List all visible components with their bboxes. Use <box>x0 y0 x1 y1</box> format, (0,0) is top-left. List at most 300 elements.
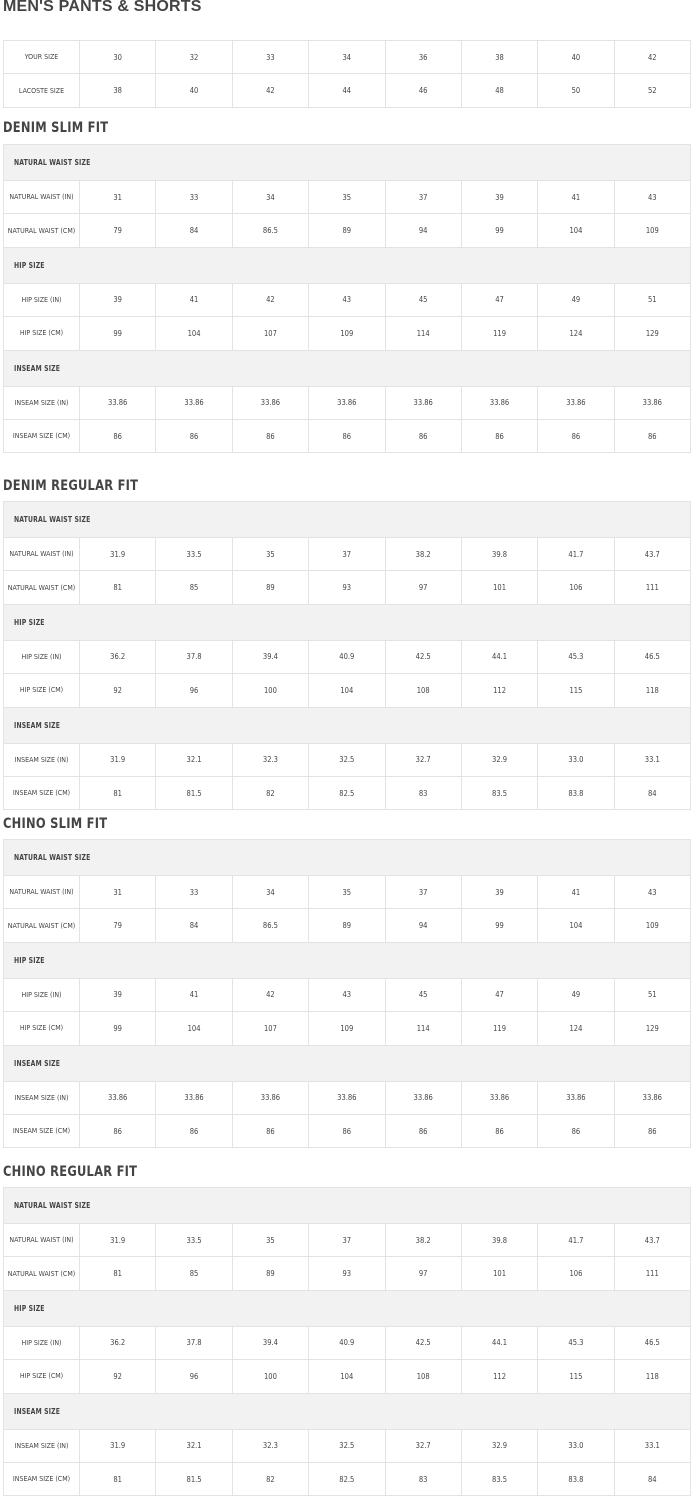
cell: 42 <box>614 41 690 74</box>
cell: 101 <box>461 1257 537 1290</box>
cell: 86 <box>80 419 156 452</box>
cell: 84 <box>614 776 690 809</box>
cell: 115 <box>538 1360 614 1393</box>
cell: 43 <box>309 978 385 1011</box>
cell: 37 <box>385 181 461 214</box>
cell: 42.5 <box>385 1326 461 1359</box>
cell: 86 <box>232 419 308 452</box>
cell: 33.86 <box>156 1081 232 1114</box>
cell: 43 <box>614 876 690 909</box>
cell: 37 <box>309 1224 385 1257</box>
group-header <box>4 1290 691 1326</box>
cell: 114 <box>385 317 461 350</box>
group-header-row <box>4 502 691 538</box>
table-row <box>4 181 691 214</box>
cell: 115 <box>538 674 614 707</box>
table-row <box>4 571 691 604</box>
cell: 33.86 <box>232 1081 308 1114</box>
cell: 86.5 <box>232 909 308 942</box>
cell: 32.9 <box>461 1429 537 1462</box>
cell: 36.2 <box>80 1326 156 1359</box>
cell: 99 <box>80 317 156 350</box>
cell: 31.9 <box>80 1429 156 1462</box>
group-header <box>4 247 691 283</box>
cell: 97 <box>385 571 461 604</box>
cell: 36.2 <box>80 640 156 673</box>
cell: 32.7 <box>385 743 461 776</box>
cell: 107 <box>232 1012 308 1045</box>
table-row <box>4 674 691 707</box>
cell: 45.3 <box>538 640 614 673</box>
cell: 83 <box>385 1462 461 1495</box>
cell: 83.8 <box>538 1462 614 1495</box>
group-title: NATURAL WAIST SIZE <box>14 1201 91 1210</box>
cell: 47 <box>461 978 537 1011</box>
cell: 51 <box>614 283 690 316</box>
cell: 38 <box>80 74 156 107</box>
group-header <box>4 707 691 743</box>
size-table <box>3 501 691 810</box>
cell: 109 <box>309 317 385 350</box>
row-label: INSEAM SIZE (CM) <box>4 1462 80 1495</box>
cell: 129 <box>614 1012 690 1045</box>
cell: 82.5 <box>309 776 385 809</box>
row-label: INSEAM SIZE (CM) <box>4 419 80 452</box>
cell: 124 <box>538 1012 614 1045</box>
row-label: INSEAM SIZE (CM) <box>4 776 80 809</box>
group-header <box>4 145 691 181</box>
cell: 49 <box>538 283 614 316</box>
cell: 31.9 <box>80 538 156 571</box>
group-header <box>4 942 691 978</box>
row-label: INSEAM SIZE (IN) <box>4 743 80 776</box>
cell: 30 <box>80 41 156 74</box>
cell: 46.5 <box>614 640 690 673</box>
cell: 104 <box>156 317 232 350</box>
cell: 35 <box>309 181 385 214</box>
cell: 83.5 <box>461 776 537 809</box>
cell: 48 <box>461 74 537 107</box>
cell: 100 <box>232 674 308 707</box>
table-row <box>4 317 691 350</box>
cell: 52 <box>614 74 690 107</box>
group-header <box>4 1188 691 1224</box>
cell: 119 <box>461 1012 537 1045</box>
cell: 39.8 <box>461 1224 537 1257</box>
table-row <box>4 283 691 316</box>
section-title: CHINO REGULAR FIT <box>3 1164 138 1180</box>
cell: 36 <box>385 41 461 74</box>
group-header <box>4 502 691 538</box>
cell: 33.0 <box>538 743 614 776</box>
row-label: NATURAL WAIST (CM) <box>4 1257 80 1290</box>
cell: 86 <box>80 1114 156 1147</box>
cell: 43 <box>614 181 690 214</box>
cell: 35 <box>232 538 308 571</box>
cell: 33.86 <box>461 1081 537 1114</box>
size-table <box>3 1187 691 1496</box>
cell: 93 <box>309 1257 385 1290</box>
group-title: HIP SIZE <box>14 260 45 270</box>
cell: 33.86 <box>80 386 156 419</box>
cell: 42.5 <box>385 640 461 673</box>
table-row <box>4 1224 691 1257</box>
cell: 35 <box>309 876 385 909</box>
cell: 41 <box>538 181 614 214</box>
row-label: NATURAL WAIST (IN) <box>4 876 80 909</box>
size-table <box>3 144 691 453</box>
table-row <box>4 214 691 247</box>
row-label: HIP SIZE (CM) <box>4 674 80 707</box>
row-label: INSEAM SIZE (IN) <box>4 1081 80 1114</box>
group-header <box>4 604 691 640</box>
cell: 46.5 <box>614 1326 690 1359</box>
cell: 33.86 <box>538 1081 614 1114</box>
cell: 31.9 <box>80 1224 156 1257</box>
cell: 33.86 <box>538 386 614 419</box>
cell: 106 <box>538 571 614 604</box>
cell: 45 <box>385 283 461 316</box>
cell: 86 <box>309 1114 385 1147</box>
table-row <box>4 1360 691 1393</box>
section-title: DENIM SLIM FIT <box>3 120 109 136</box>
cell: 84 <box>156 909 232 942</box>
row-label: NATURAL WAIST (CM) <box>4 909 80 942</box>
cell: 46 <box>385 74 461 107</box>
cell: 44.1 <box>461 1326 537 1359</box>
table-row <box>4 1326 691 1359</box>
cell: 81 <box>80 1257 156 1290</box>
cell: 81.5 <box>156 776 232 809</box>
row-label: HIP SIZE (CM) <box>4 1012 80 1045</box>
cell: 108 <box>385 674 461 707</box>
cell: 32.9 <box>461 743 537 776</box>
cell: 84 <box>156 214 232 247</box>
cell: 41.7 <box>538 1224 614 1257</box>
cell: 83.8 <box>538 776 614 809</box>
cell: 104 <box>538 909 614 942</box>
cell: 33 <box>156 181 232 214</box>
row-label: NATURAL WAIST (CM) <box>4 214 80 247</box>
group-header <box>4 1393 691 1429</box>
group-title: NATURAL WAIST SIZE <box>14 853 91 862</box>
cell: 39 <box>80 978 156 1011</box>
table-row <box>4 538 691 571</box>
cell: 109 <box>309 1012 385 1045</box>
cell: 34 <box>309 41 385 74</box>
cell: 129 <box>614 317 690 350</box>
cell: 33.86 <box>385 386 461 419</box>
cell: 86 <box>309 419 385 452</box>
cell: 97 <box>385 1257 461 1290</box>
cell: 33.5 <box>156 538 232 571</box>
cell: 99 <box>461 909 537 942</box>
group-header <box>4 350 691 386</box>
group-header-row <box>4 1393 691 1429</box>
cell: 39.4 <box>232 640 308 673</box>
cell: 33.86 <box>80 1081 156 1114</box>
cell: 94 <box>385 909 461 942</box>
cell: 32.1 <box>156 743 232 776</box>
cell: 45.3 <box>538 1326 614 1359</box>
cell: 31.9 <box>80 743 156 776</box>
cell: 31 <box>80 181 156 214</box>
table-row <box>4 909 691 942</box>
row-label: NATURAL WAIST (IN) <box>4 538 80 571</box>
row-label: NATURAL WAIST (CM) <box>4 571 80 604</box>
cell: 86 <box>614 1114 690 1147</box>
cell: 33.0 <box>538 1429 614 1462</box>
cell: 86 <box>538 1114 614 1147</box>
cell: 109 <box>614 909 690 942</box>
cell: 84 <box>614 1462 690 1495</box>
cell: 86 <box>232 1114 308 1147</box>
table-row <box>4 1114 691 1147</box>
group-header-row <box>4 707 691 743</box>
cell: 104 <box>309 1360 385 1393</box>
cell: 37.8 <box>156 640 232 673</box>
cell: 37 <box>309 538 385 571</box>
cell: 86 <box>385 419 461 452</box>
cell: 43.7 <box>614 1224 690 1257</box>
cell: 112 <box>461 1360 537 1393</box>
cell: 33 <box>232 41 308 74</box>
group-title: INSEAM SIZE <box>14 1058 61 1068</box>
cell: 94 <box>385 214 461 247</box>
cell: 38 <box>461 41 537 74</box>
row-label: INSEAM SIZE (IN) <box>4 1429 80 1462</box>
cell: 42 <box>232 978 308 1011</box>
cell: 33.86 <box>614 386 690 419</box>
group-header <box>4 840 691 876</box>
cell: 92 <box>80 674 156 707</box>
cell: 32.5 <box>309 1429 385 1462</box>
section-title: CHINO SLIM FIT <box>3 816 108 832</box>
group-title: INSEAM SIZE <box>14 720 61 730</box>
conversion-table <box>3 40 691 108</box>
row-label: HIP SIZE (IN) <box>4 283 80 316</box>
cell: 118 <box>614 674 690 707</box>
cell: 33.86 <box>309 1081 385 1114</box>
cell: 86 <box>156 419 232 452</box>
cell: 86 <box>461 419 537 452</box>
group-header-row <box>4 1290 691 1326</box>
cell: 40 <box>538 41 614 74</box>
cell: 81 <box>80 571 156 604</box>
cell: 44.1 <box>461 640 537 673</box>
cell: 86.5 <box>232 214 308 247</box>
group-header-row <box>4 1045 691 1081</box>
row-label: NATURAL WAIST (IN) <box>4 1224 80 1257</box>
group-title: HIP SIZE <box>14 1303 45 1313</box>
cell: 79 <box>80 909 156 942</box>
group-title: INSEAM SIZE <box>14 1406 61 1416</box>
group-header-row <box>4 604 691 640</box>
cell: 39.8 <box>461 538 537 571</box>
cell: 82 <box>232 776 308 809</box>
cell: 86 <box>538 419 614 452</box>
cell: 108 <box>385 1360 461 1393</box>
cell: 109 <box>614 214 690 247</box>
cell: 40.9 <box>309 640 385 673</box>
cell: 33.86 <box>232 386 308 419</box>
group-header-row <box>4 1188 691 1224</box>
group-header-row <box>4 942 691 978</box>
cell: 107 <box>232 317 308 350</box>
cell: 79 <box>80 214 156 247</box>
cell: 39 <box>461 181 537 214</box>
cell: 43 <box>309 283 385 316</box>
cell: 39 <box>80 283 156 316</box>
cell: 99 <box>461 214 537 247</box>
cell: 40 <box>156 74 232 107</box>
cell: 42 <box>232 74 308 107</box>
table-row <box>4 74 691 107</box>
cell: 86 <box>156 1114 232 1147</box>
group-title: HIP SIZE <box>14 955 45 965</box>
cell: 45 <box>385 978 461 1011</box>
cell: 86 <box>614 419 690 452</box>
cell: 81 <box>80 776 156 809</box>
row-label: HIP SIZE (IN) <box>4 978 80 1011</box>
cell: 47 <box>461 283 537 316</box>
cell: 89 <box>309 214 385 247</box>
cell: 33.86 <box>156 386 232 419</box>
cell: 33.86 <box>614 1081 690 1114</box>
cell: 118 <box>614 1360 690 1393</box>
cell: 83 <box>385 776 461 809</box>
cell: 89 <box>232 1257 308 1290</box>
row-label: HIP SIZE (IN) <box>4 1326 80 1359</box>
cell: 38.2 <box>385 1224 461 1257</box>
cell: 42 <box>232 283 308 316</box>
table-row <box>4 743 691 776</box>
cell: 34 <box>232 181 308 214</box>
cell: 93 <box>309 571 385 604</box>
row-label: HIP SIZE (CM) <box>4 317 80 350</box>
cell: 86 <box>385 1114 461 1147</box>
cell: 81.5 <box>156 1462 232 1495</box>
cell: 111 <box>614 1257 690 1290</box>
table-row <box>4 640 691 673</box>
cell: 37.8 <box>156 1326 232 1359</box>
cell: 51 <box>614 978 690 1011</box>
cell: 85 <box>156 1257 232 1290</box>
table-row <box>4 876 691 909</box>
cell: 106 <box>538 1257 614 1290</box>
table-row <box>4 978 691 1011</box>
group-title: HIP SIZE <box>14 617 45 627</box>
cell: 33.86 <box>309 386 385 419</box>
row-label: LACOSTE SIZE <box>4 74 80 107</box>
group-header-row <box>4 145 691 181</box>
group-title: INSEAM SIZE <box>14 363 61 373</box>
row-label: INSEAM SIZE (CM) <box>4 1114 80 1147</box>
cell: 33.86 <box>461 386 537 419</box>
cell: 112 <box>461 674 537 707</box>
cell: 43.7 <box>614 538 690 571</box>
table-row <box>4 419 691 452</box>
table-row <box>4 41 691 74</box>
cell: 89 <box>232 571 308 604</box>
cell: 32.3 <box>232 743 308 776</box>
cell: 104 <box>538 214 614 247</box>
cell: 89 <box>309 909 385 942</box>
cell: 85 <box>156 571 232 604</box>
row-label: YOUR SIZE <box>4 41 80 74</box>
cell: 33.5 <box>156 1224 232 1257</box>
cell: 39.4 <box>232 1326 308 1359</box>
cell: 41.7 <box>538 538 614 571</box>
cell: 33 <box>156 876 232 909</box>
cell: 32.1 <box>156 1429 232 1462</box>
cell: 34 <box>232 876 308 909</box>
cell: 40.9 <box>309 1326 385 1359</box>
table-row <box>4 1081 691 1114</box>
table-row <box>4 1012 691 1045</box>
cell: 33.1 <box>614 743 690 776</box>
cell: 38.2 <box>385 538 461 571</box>
table-row <box>4 1429 691 1462</box>
group-title: NATURAL WAIST SIZE <box>14 158 91 167</box>
group-header <box>4 1045 691 1081</box>
group-header-row <box>4 840 691 876</box>
cell: 37 <box>385 876 461 909</box>
size-table <box>3 839 691 1148</box>
row-label: INSEAM SIZE (IN) <box>4 386 80 419</box>
table-row <box>4 386 691 419</box>
cell: 32.3 <box>232 1429 308 1462</box>
cell: 44 <box>309 74 385 107</box>
group-title: NATURAL WAIST SIZE <box>14 515 91 524</box>
cell: 96 <box>156 674 232 707</box>
cell: 101 <box>461 571 537 604</box>
cell: 82 <box>232 1462 308 1495</box>
cell: 31 <box>80 876 156 909</box>
cell: 83.5 <box>461 1462 537 1495</box>
cell: 41 <box>156 283 232 316</box>
cell: 124 <box>538 317 614 350</box>
table-row <box>4 776 691 809</box>
section-title: DENIM REGULAR FIT <box>3 478 139 494</box>
cell: 104 <box>156 1012 232 1045</box>
row-label: HIP SIZE (CM) <box>4 1360 80 1393</box>
cell: 32.7 <box>385 1429 461 1462</box>
row-label: NATURAL WAIST (IN) <box>4 181 80 214</box>
cell: 41 <box>156 978 232 1011</box>
table-row <box>4 1257 691 1290</box>
cell: 81 <box>80 1462 156 1495</box>
group-header-row <box>4 247 691 283</box>
cell: 114 <box>385 1012 461 1045</box>
table-row <box>4 1462 691 1495</box>
row-label: HIP SIZE (IN) <box>4 640 80 673</box>
cell: 33.1 <box>614 1429 690 1462</box>
cell: 119 <box>461 317 537 350</box>
cell: 96 <box>156 1360 232 1393</box>
cell: 49 <box>538 978 614 1011</box>
cell: 92 <box>80 1360 156 1393</box>
cell: 111 <box>614 571 690 604</box>
cell: 82.5 <box>309 1462 385 1495</box>
cell: 32 <box>156 41 232 74</box>
cell: 39 <box>461 876 537 909</box>
cell: 35 <box>232 1224 308 1257</box>
cell: 50 <box>538 74 614 107</box>
cell: 99 <box>80 1012 156 1045</box>
page-title: MEN'S PANTS & SHORTS <box>3 0 202 15</box>
cell: 104 <box>309 674 385 707</box>
